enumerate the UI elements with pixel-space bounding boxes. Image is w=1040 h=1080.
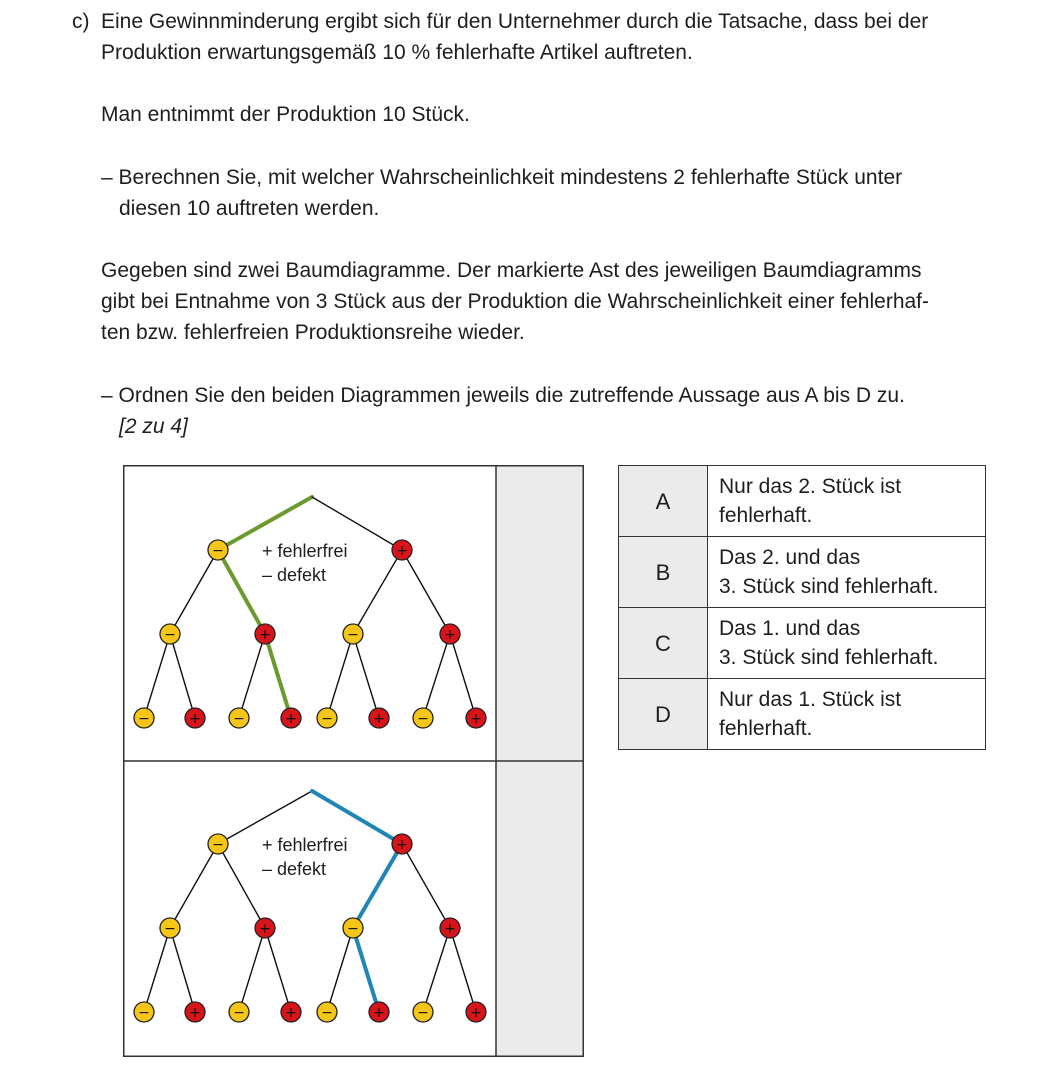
minus-node-symbol: −	[138, 711, 150, 727]
tree-2-node-minus-7	[134, 1002, 154, 1022]
minus-node-symbol: −	[212, 837, 224, 853]
tree-1-node-minus-3	[160, 624, 180, 644]
tree-2-node-plus-4	[255, 918, 275, 938]
tree-2-node-plus-12	[369, 1002, 389, 1022]
plus-node-symbol: +	[373, 711, 385, 727]
tree-1-node-plus-8	[185, 708, 205, 728]
statement-text	[708, 537, 986, 608]
minus-node-symbol: −	[212, 543, 224, 559]
tree-2-branch-3-7	[423, 928, 450, 1012]
minus-node-symbol: −	[417, 1005, 429, 1021]
statement-line-1: Nur das 1. Stück ist	[719, 688, 902, 711]
legend-plus-2: + fehlerfrei	[262, 835, 348, 855]
plus-node-symbol: +	[285, 711, 297, 727]
minus-node-symbol: −	[233, 1005, 245, 1021]
given-line-1: Gegeben sind zwei Baumdiagramme. Der markierte Ast des jeweiligen Baumdiagramms	[101, 259, 922, 282]
plus-node-symbol: +	[285, 1005, 297, 1021]
tree-diagrams-panel	[123, 465, 584, 1057]
answer-cell-tree-1[interactable]	[497, 466, 583, 760]
tree-1-node-plus-2	[392, 540, 412, 560]
tree-1-node-plus-12	[369, 708, 389, 728]
statement-line-2: 3. Stück sind fehlerhaft.	[719, 646, 939, 669]
plus-node-symbol: +	[189, 711, 201, 727]
minus-node-symbol: −	[233, 711, 245, 727]
tree-1-branch-2-4	[402, 550, 450, 634]
plus-node-symbol: +	[396, 837, 408, 853]
statement-line-1: Nur das 2. Stück ist	[719, 475, 902, 498]
task1-line-2: diesen 10 auftreten werden.	[119, 197, 380, 220]
tree-1-branch-3-1	[144, 634, 170, 718]
statement-row-d	[619, 679, 986, 750]
tree-2-branch-3-5	[327, 928, 353, 1012]
task1-line-1: – Berechnen Sie, mit welcher Wahrscheinlichkeit mindestens 2 fehlerhafte Stück unter	[101, 166, 903, 189]
minus-node-symbol: −	[321, 711, 333, 727]
statement-line-1: Das 2. und das	[719, 546, 861, 569]
tree-1-branch-2-3	[353, 550, 402, 634]
legend-minus-1: – defekt	[262, 565, 327, 585]
tree-2-branch-2-2	[218, 844, 265, 928]
statement-text	[708, 679, 986, 750]
tree-1-branch-3-7	[423, 634, 450, 718]
tree-2-node-plus-6	[440, 918, 460, 938]
plus-node-symbol: +	[373, 1005, 385, 1021]
minus-node-symbol: −	[417, 711, 429, 727]
tree-2-branch-3-3	[239, 928, 265, 1012]
statement-line-2: fehlerhaft.	[719, 504, 813, 527]
tree-1-branch-2-2	[218, 550, 265, 634]
statement-key: C	[619, 608, 708, 679]
minus-node-symbol: −	[347, 627, 359, 643]
tree-2-branch-3-2	[170, 928, 195, 1012]
tree-2-node-minus-13	[413, 1002, 433, 1022]
tree-2-node-plus-8	[185, 1002, 205, 1022]
tree-2-branch-2-3	[353, 844, 402, 928]
statement-text	[708, 608, 986, 679]
answer-cell-tree-2[interactable]	[497, 762, 583, 1056]
statement-line-2: 3. Stück sind fehlerhaft.	[719, 575, 939, 598]
section-label: c)	[72, 10, 90, 33]
legend-plus-1: + fehlerfrei	[262, 541, 348, 561]
legend-minus-2: – defekt	[262, 859, 327, 879]
minus-node-symbol: −	[138, 1005, 150, 1021]
plus-node-symbol: +	[189, 1005, 201, 1021]
statement-line-1: Das 1. und das	[719, 617, 861, 640]
tree-2-branch-3-1	[144, 928, 170, 1012]
minus-node-symbol: −	[164, 921, 176, 937]
tree-diagram-2	[134, 791, 486, 1022]
tree-1-branch-3-2	[170, 634, 195, 718]
statement-row-c	[619, 608, 986, 679]
statement-line-2: fehlerhaft.	[719, 717, 813, 740]
tree-2-node-minus-1	[208, 834, 228, 854]
tree-1-branch-3-3	[239, 634, 265, 718]
plus-node-symbol: +	[259, 627, 271, 643]
plus-node-symbol: +	[396, 543, 408, 559]
tree-1-node-minus-9	[229, 708, 249, 728]
tree-2-node-plus-10	[281, 1002, 301, 1022]
tree-1-node-minus-13	[413, 708, 433, 728]
plus-node-symbol: +	[470, 1005, 482, 1021]
given-line-3: ten bzw. fehlerfreien Produktionsreihe wieder.	[101, 321, 525, 344]
statement-key: D	[619, 679, 708, 750]
statement-table	[618, 465, 986, 750]
statement-text	[708, 466, 986, 537]
tree-2-branch-2-1	[170, 844, 218, 928]
tree-2-node-minus-9	[229, 1002, 249, 1022]
tree-1-branch-2-1	[170, 550, 218, 634]
tree-2-branch-3-6	[353, 928, 379, 1012]
tree-diagram-1	[134, 497, 486, 728]
tree-diagrams-svg	[123, 465, 584, 1057]
tree-2-node-minus-11	[317, 1002, 337, 1022]
tree-1-node-plus-10	[281, 708, 301, 728]
tree-1-node-minus-5	[343, 624, 363, 644]
tree-2-branch-3-8	[450, 928, 476, 1012]
tree-1-node-plus-14	[466, 708, 486, 728]
tree-1-node-plus-6	[440, 624, 460, 644]
sample-text: Man entnimmt der Produktion 10 Stück.	[101, 103, 470, 126]
intro-line-2: Produktion erwartungsgemäß 10 % fehlerhafte Artikel auftreten.	[101, 41, 693, 64]
minus-node-symbol: −	[321, 1005, 333, 1021]
statement-row-a	[619, 466, 986, 537]
statement-key: A	[619, 466, 708, 537]
task2-points: [2 zu 4]	[119, 415, 188, 438]
minus-node-symbol: −	[347, 921, 359, 937]
plus-node-symbol: +	[444, 921, 456, 937]
tree-1-branch-3-5	[327, 634, 353, 718]
tree-1-node-minus-11	[317, 708, 337, 728]
tree-1-branch-3-6	[353, 634, 379, 718]
plus-node-symbol: +	[470, 711, 482, 727]
tree-1-node-plus-4	[255, 624, 275, 644]
tree-1-branch-3-8	[450, 634, 476, 718]
tree-2-node-minus-3	[160, 918, 180, 938]
plus-node-symbol: +	[444, 627, 456, 643]
intro-line-1: Eine Gewinnminderung ergibt sich für den Unternehmer durch die Tatsache, dass bei der	[101, 10, 929, 33]
minus-node-symbol: −	[164, 627, 176, 643]
tree-1-branch-3-4	[265, 634, 291, 718]
tree-1-node-minus-7	[134, 708, 154, 728]
statement-row-b	[619, 537, 986, 608]
statement-key: B	[619, 537, 708, 608]
tree-2-branch-2-4	[402, 844, 450, 928]
tree-2-node-minus-5	[343, 918, 363, 938]
tree-1-node-minus-1	[208, 540, 228, 560]
tree-2-node-plus-2	[392, 834, 412, 854]
tree-2-node-plus-14	[466, 1002, 486, 1022]
tree-2-branch-3-4	[265, 928, 291, 1012]
task2-line-1: – Ordnen Sie den beiden Diagrammen jeweils die zutreffende Aussage aus A bis D zu.	[101, 384, 905, 407]
given-line-2: gibt bei Entnahme von 3 Stück aus der Produktion die Wahrscheinlichkeit einer fehlerhaf-	[101, 290, 930, 313]
plus-node-symbol: +	[259, 921, 271, 937]
